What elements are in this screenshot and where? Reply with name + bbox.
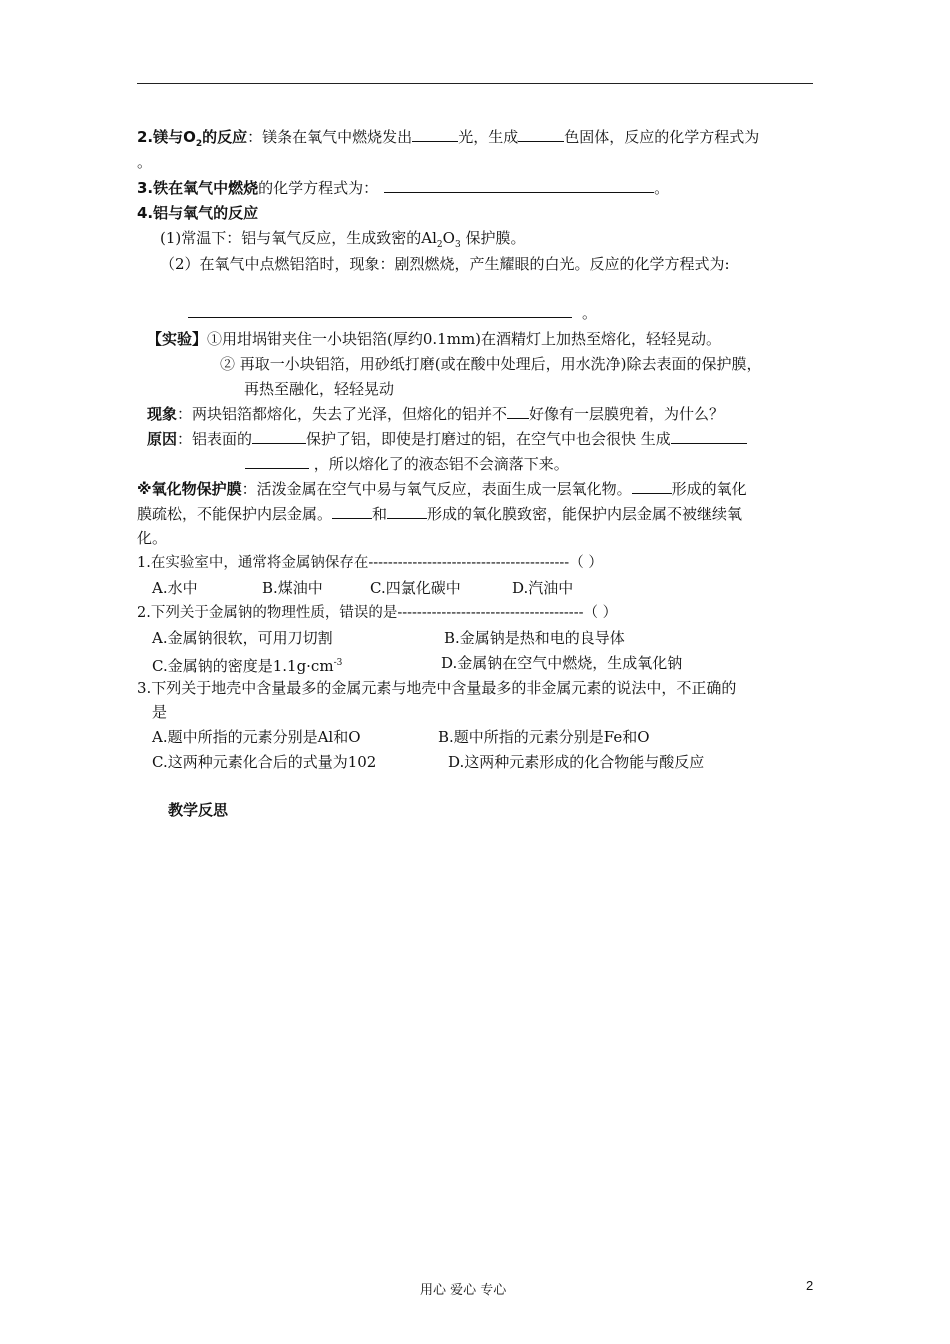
phenomenon-text-b: 好像有一层膜兜着，为什么？ [529,405,725,423]
section-4-p3 [188,303,597,323]
question-1-stem: 1.在实验室中，通常将金属钠保存在-----------------------------------------（ ） [137,555,603,571]
oxide-line-2 [137,504,742,524]
experiment-step-1: ①用坩埚钳夹住一小块铝箔(厚约0.1mm)在酒精灯上加热至熔化，轻轻晃动。 [207,330,722,348]
phenomenon-line [147,404,724,424]
phenomenon-text: ：两块铝箔都熔化，失去了光泽，但熔化的铝并不 [177,405,508,423]
question-2-option-a[interactable]: A.金属钠很软，可用刀切割 [152,629,333,647]
reason-text: ：铝表面的 [177,430,253,448]
section-2-title: 2.镁与O [137,128,196,146]
header-rule [137,83,813,84]
blank-iron-equation[interactable] [384,178,654,193]
question-2-option-b[interactable]: B.金属钠是热和电的良导体 [444,629,625,647]
oxide-text-b: 形成的氧化 [671,480,747,498]
oxide-line-3: 化。 [137,529,168,547]
p1-text: (1)常温下：铝与氧气反应，生成致密的Al [160,229,437,247]
section-2-end: 。 [137,153,153,171]
oxide-text: ：活泼金属在空气中易与氧气反应，表面生成一层氧化物。 [241,480,632,498]
question-3-option-a[interactable]: A.题中所指的元素分别是Al和O [152,728,361,746]
section-3-title: 3.铁在氧气中燃烧 [137,179,259,197]
teaching-reflection-heading: 教学反思 [168,801,229,819]
phenomenon-label: 现象 [147,405,178,423]
oxide-text-d: 形成的氧化膜致密，能保护内层金属不被继续氧 [427,505,743,523]
section-2-text-b: 光，生成 [458,128,519,146]
question-2-option-c-text: C.金属钠的密度是1.1g·cm [152,657,334,675]
section-2-line [137,127,759,154]
blank-color[interactable] [518,127,564,142]
reason-text-b: 保护了铝，即使是打磨过的铝，在空气中也会很快 生成 [306,430,671,448]
question-3-stem-cont: 是 [152,703,168,721]
section-4-p1 [160,228,525,255]
question-2-option-c[interactable] [152,653,342,676]
question-3-option-d[interactable]: D.这两种元素形成的化合物能与酸反应 [448,753,705,771]
section-3-line [137,178,669,198]
section-2-text: ：镁条在氧气中燃烧发出 [247,128,413,146]
blank-light[interactable] [412,127,458,142]
blank-reason-1[interactable] [252,429,306,444]
blank-reason-2[interactable] [671,429,747,444]
question-1-option-a[interactable]: A.水中 [152,579,198,597]
section-4-title: 4.铝与氧气的反应 [137,204,259,222]
oxide-text-c: 膜疏松，不能保护内层金属。 [137,505,333,523]
section-2-text-c: 色固体，反应的化学方程式为 [564,128,760,146]
oxide-and: 和 [372,505,388,523]
question-3-stem: 3.下列关于地壳中含量最多的金属元素与地壳中含量最多的非金属元素的说法中，不正确的 [137,679,737,697]
blank-phenomenon[interactable] [507,404,529,419]
experiment-step-2: ② 再取一小块铝箔，用砂纸打磨(或在酸中处理后，用水洗净)除去表面的保护膜， [220,355,762,373]
question-3-option-b[interactable]: B.题中所指的元素分别是Fe和O [438,728,650,746]
question-1-option-c[interactable]: C.四氯化碳中 [370,579,461,597]
question-2-stem: 2.下列关于金属钠的物理性质，错误的是--------------------------------------（ ） [137,605,618,621]
reason-line-2 [245,454,569,474]
question-2-option-c-sup: -3 [333,658,343,668]
section-3-text: 的化学方程式为： [258,179,379,197]
blank-al-equation[interactable] [188,303,572,318]
p3-end: 。 [582,304,598,322]
oxide-line-1 [137,479,747,499]
blank-oxide-2[interactable] [332,504,372,519]
p1-sub1: 2 [436,240,443,250]
oxide-label: ※氧化物保护膜 [137,480,242,498]
experiment-label: 【实验】 [147,330,208,348]
p1-o: O [442,229,455,247]
section-2-title-tail: 的反应 [202,128,248,146]
question-2-option-d[interactable]: D.金属钠在空气中燃烧，生成氧化钠 [441,654,683,672]
blank-oxide-1[interactable] [632,479,672,494]
page-footer: 用心 爱心 专心 [420,1283,507,1298]
section-4-p2: （2）在氧气中点燃铝箔时，现象：剧烈燃烧，产生耀眼的白光。反应的化学方程式为: [160,255,730,273]
reason-line-1 [147,429,747,449]
p1-tail: 保护膜。 [460,229,526,247]
question-3-option-c[interactable]: C.这两种元素化合后的式量为102 [152,753,377,771]
experiment-line-1 [147,329,721,349]
reason-label: 原因 [147,430,178,448]
reason-text-c: ，所以熔化了的液态铝不会滴落下来。 [309,455,569,473]
blank-oxide-3[interactable] [387,504,427,519]
p1-sub2: 3 [454,240,461,250]
blank-reason-3[interactable] [245,454,309,469]
question-1-option-d[interactable]: D.汽油中 [512,579,574,597]
section-3-end: 。 [654,179,670,197]
question-1-option-b[interactable]: B.煤油中 [262,579,323,597]
page-number: 2 [806,1278,814,1293]
section-2-subscript: 2 [195,139,203,149]
experiment-step-2-cont: 再热至融化，轻轻晃动 [244,380,395,398]
